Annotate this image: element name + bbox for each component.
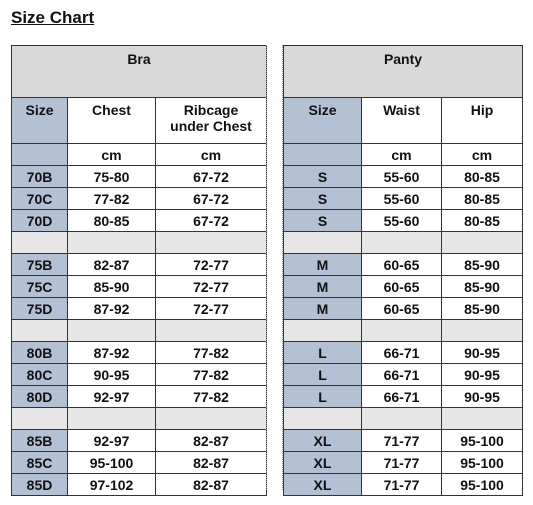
measure-cell: 71-77 [362, 474, 442, 496]
table-row [284, 210, 523, 232]
table-separator [266, 45, 283, 490]
measure-cell: 82-87 [156, 430, 267, 452]
size-cell: M [284, 254, 362, 276]
measure-cell: 95-100 [442, 430, 523, 452]
spacer-row [12, 232, 267, 254]
measure-cell: 67-72 [156, 188, 267, 210]
size-cell: S [284, 210, 362, 232]
measure-cell: 60-65 [362, 298, 442, 320]
measure-cell: 77-82 [68, 188, 156, 210]
table-row [12, 474, 267, 496]
measure-cell: 66-71 [362, 342, 442, 364]
measure-cell: 75-80 [68, 166, 156, 188]
spacer-cell [284, 320, 362, 342]
spacer-cell [68, 320, 156, 342]
column-header-row [284, 98, 523, 144]
spacer-cell [156, 320, 267, 342]
spacer-cell [12, 232, 68, 254]
section-header-row [12, 46, 267, 98]
column-header: Ribcage under Chest [156, 98, 267, 144]
unit-cell: cm [442, 144, 523, 166]
measure-cell: 90-95 [68, 364, 156, 386]
unit-cell [12, 144, 68, 166]
table-row [12, 254, 267, 276]
measure-cell: 92-97 [68, 386, 156, 408]
column-header: Waist [362, 98, 442, 144]
measure-cell: 85-90 [442, 276, 523, 298]
column-header: Size [12, 98, 68, 144]
table-row [284, 188, 523, 210]
table-row [284, 474, 523, 496]
table-row [12, 452, 267, 474]
size-cell: 70C [12, 188, 68, 210]
spacer-row [284, 320, 523, 342]
table-row [12, 210, 267, 232]
measure-cell: 82-87 [156, 474, 267, 496]
size-cell: XL [284, 474, 362, 496]
section-header: Bra [12, 46, 267, 98]
measure-cell: 92-97 [68, 430, 156, 452]
spacer-cell [442, 408, 523, 430]
measure-cell: 82-87 [68, 254, 156, 276]
spacer-cell [442, 232, 523, 254]
table-row [284, 386, 523, 408]
spacer-cell [68, 232, 156, 254]
table-row [12, 166, 267, 188]
spacer-row [12, 408, 267, 430]
size-cell: 85C [12, 452, 68, 474]
size-cell: L [284, 386, 362, 408]
measure-cell: 85-90 [442, 298, 523, 320]
spacer-row [284, 408, 523, 430]
column-header: Hip [442, 98, 523, 144]
size-cell: 70B [12, 166, 68, 188]
units-row [284, 144, 523, 166]
spacer-row [12, 320, 267, 342]
measure-cell: 85-90 [68, 276, 156, 298]
spacer-cell [12, 320, 68, 342]
measure-cell: 67-72 [156, 210, 267, 232]
measure-cell: 85-90 [442, 254, 523, 276]
table-row [12, 188, 267, 210]
measure-cell: 72-77 [156, 254, 267, 276]
size-cell: L [284, 364, 362, 386]
table-row [12, 342, 267, 364]
size-cell: S [284, 166, 362, 188]
measure-cell: 71-77 [362, 452, 442, 474]
spacer-cell [442, 320, 523, 342]
unit-cell: cm [68, 144, 156, 166]
measure-cell: 80-85 [442, 188, 523, 210]
spacer-cell [284, 408, 362, 430]
page-title: Size Chart [11, 8, 95, 27]
table-row [12, 430, 267, 452]
measure-cell: 77-82 [156, 386, 267, 408]
measure-cell: 77-82 [156, 364, 267, 386]
measure-cell: 95-100 [442, 452, 523, 474]
size-cell: XL [284, 430, 362, 452]
measure-cell: 66-71 [362, 364, 442, 386]
size-cell: 80C [12, 364, 68, 386]
table-row [284, 254, 523, 276]
unit-cell [284, 144, 362, 166]
table-row [284, 166, 523, 188]
measure-cell: 90-95 [442, 386, 523, 408]
column-header: Size [284, 98, 362, 144]
spacer-row [284, 232, 523, 254]
measure-cell: 95-100 [442, 474, 523, 496]
size-cell: M [284, 276, 362, 298]
unit-cell: cm [156, 144, 267, 166]
measure-cell: 80-85 [68, 210, 156, 232]
measure-cell: 82-87 [156, 452, 267, 474]
measure-cell: 55-60 [362, 210, 442, 232]
spacer-cell [284, 232, 362, 254]
size-cell: 75B [12, 254, 68, 276]
table-row [284, 342, 523, 364]
measure-cell: 67-72 [156, 166, 267, 188]
size-cell: 80D [12, 386, 68, 408]
measure-cell: 71-77 [362, 430, 442, 452]
measure-cell: 55-60 [362, 166, 442, 188]
size-cell: S [284, 188, 362, 210]
measure-cell: 77-82 [156, 342, 267, 364]
spacer-cell [68, 408, 156, 430]
table-row [284, 364, 523, 386]
column-header-row [12, 98, 267, 144]
measure-cell: 80-85 [442, 166, 523, 188]
measure-cell: 72-77 [156, 276, 267, 298]
measure-cell: 90-95 [442, 342, 523, 364]
spacer-cell [12, 408, 68, 430]
size-cell: 70D [12, 210, 68, 232]
section-header-row [284, 46, 523, 98]
measure-cell: 87-92 [68, 298, 156, 320]
spacer-cell [362, 408, 442, 430]
measure-cell: 90-95 [442, 364, 523, 386]
units-row [12, 144, 267, 166]
measure-cell: 60-65 [362, 276, 442, 298]
panty-table [283, 45, 523, 496]
size-cell: 75C [12, 276, 68, 298]
size-cell: 75D [12, 298, 68, 320]
table-row [284, 298, 523, 320]
table-row [284, 276, 523, 298]
measure-cell: 60-65 [362, 254, 442, 276]
table-row [284, 430, 523, 452]
measure-cell: 87-92 [68, 342, 156, 364]
measure-cell: 95-100 [68, 452, 156, 474]
spacer-cell [156, 232, 267, 254]
table-row [12, 364, 267, 386]
size-cell: L [284, 342, 362, 364]
table-row [12, 298, 267, 320]
measure-cell: 55-60 [362, 188, 442, 210]
size-cell: 85D [12, 474, 68, 496]
table-row [284, 452, 523, 474]
measure-cell: 72-77 [156, 298, 267, 320]
size-cell: XL [284, 452, 362, 474]
table-row [12, 276, 267, 298]
bra-table [11, 45, 267, 496]
spacer-cell [156, 408, 267, 430]
size-cell: M [284, 298, 362, 320]
section-header: Panty [284, 46, 523, 98]
table-row [12, 386, 267, 408]
spacer-cell [362, 320, 442, 342]
measure-cell: 66-71 [362, 386, 442, 408]
size-cell: 85B [12, 430, 68, 452]
measure-cell: 80-85 [442, 210, 523, 232]
spacer-cell [362, 232, 442, 254]
unit-cell: cm [362, 144, 442, 166]
size-cell: 80B [12, 342, 68, 364]
measure-cell: 97-102 [68, 474, 156, 496]
column-header: Chest [68, 98, 156, 144]
